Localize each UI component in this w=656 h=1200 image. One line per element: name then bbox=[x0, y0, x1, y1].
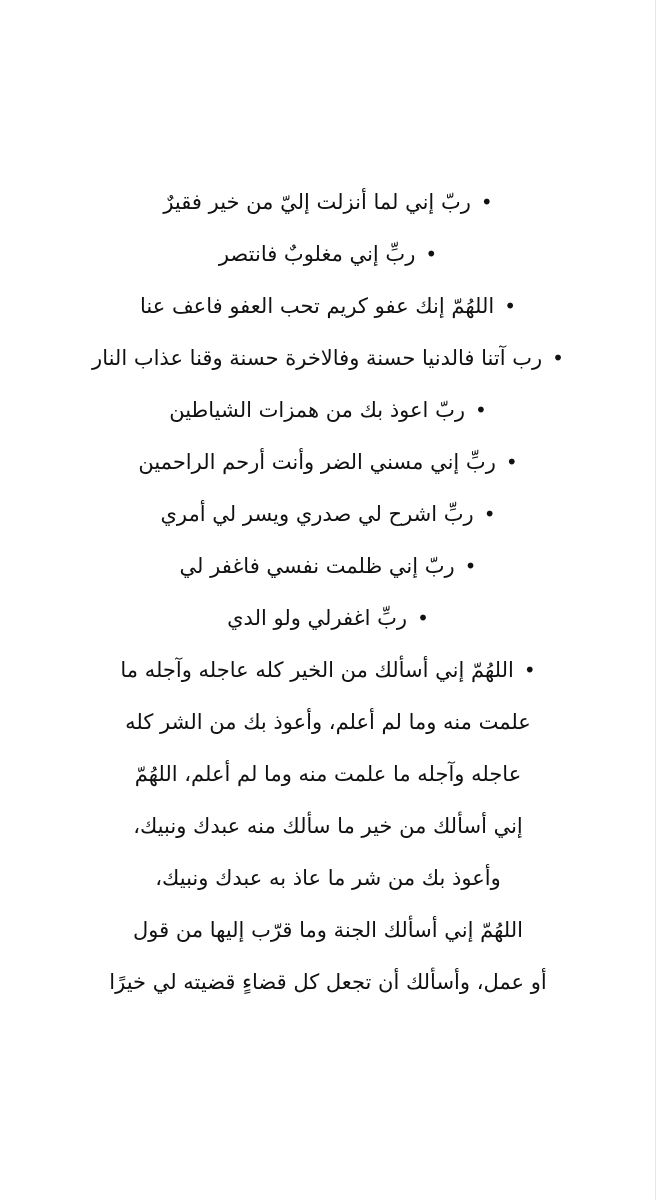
dua-item-8 bbox=[0, 540, 656, 592]
long-dua-line-7: أو عمل، وأسألك أن تجعل كل قضاءٍ قضيته لي خيرًا bbox=[109, 970, 547, 994]
bullet-icon: • bbox=[464, 554, 477, 578]
long-dua-line-1 bbox=[0, 644, 656, 696]
dua-list-container bbox=[0, 176, 656, 1008]
bullet-icon: • bbox=[480, 190, 493, 214]
long-dua-line-6: اللهُمّ إني أسألك الجنة وما قرّب إليها من قول bbox=[133, 918, 523, 942]
bullet-icon: • bbox=[504, 294, 516, 318]
dua-item-3 bbox=[0, 280, 656, 332]
bullet-icon: • bbox=[425, 242, 438, 266]
dua-item-7 bbox=[0, 488, 656, 540]
long-dua-text: اللهُمّ إني أسألك من الخير كله عاجله وآجله ما bbox=[120, 658, 514, 682]
dua-text: ربِّ إني مغلوبٌ فانتصر bbox=[218, 242, 416, 266]
dua-text: ربِّ إني مسني الضر وأنت أرحم الراحمين bbox=[138, 450, 496, 474]
long-dua-line-3: عاجله وآجله ما علمت منه وما لم أعلم، اللهُمّ bbox=[134, 762, 522, 786]
dua-text: ربّ اعوذ بك من همزات الشياطين bbox=[169, 398, 465, 422]
dua-text: رب آتنا فالدنيا حسنة وفالاخرة حسنة وقنا عذاب النار bbox=[92, 346, 543, 370]
dua-text: ربِّ اغفرلي ولو الدي bbox=[227, 606, 408, 630]
dua-text: ربّ إني لما أنزلت إليّ من خير فقيرٌ bbox=[163, 190, 471, 214]
bullet-icon: • bbox=[552, 346, 564, 370]
dua-item-2 bbox=[0, 228, 656, 280]
bullet-icon: • bbox=[474, 398, 487, 422]
dua-item-6 bbox=[0, 436, 656, 488]
bullet-icon: • bbox=[505, 450, 518, 474]
dua-item-1 bbox=[0, 176, 656, 228]
long-dua-line-5: وأعوذ بك من شر ما عاذ به عبدك ونبيك، bbox=[155, 866, 501, 890]
dua-item-9 bbox=[0, 592, 656, 644]
long-dua-line-2: علمت منه وما لم أعلم، وأعوذ بك من الشر كله bbox=[125, 710, 531, 734]
dua-item-5 bbox=[0, 384, 656, 436]
dua-list bbox=[0, 176, 656, 644]
long-dua-paragraph bbox=[0, 644, 656, 1008]
bullet-icon: • bbox=[523, 658, 536, 682]
dua-text: اللهُمّ إنك عفو كريم تحب العفو فاعف عنا bbox=[140, 294, 495, 318]
dua-text: ربّ إني ظلمت نفسي فاغفر لي bbox=[179, 554, 455, 578]
dua-item-4 bbox=[0, 332, 656, 384]
dua-text: ربِّ اشرح لي صدري ويسر لي أمري bbox=[160, 502, 474, 526]
long-dua-line-4: إني أسألك من خير ما سألك منه عبدك ونبيك، bbox=[133, 814, 523, 838]
bullet-icon: • bbox=[417, 606, 429, 630]
bullet-icon: • bbox=[483, 502, 496, 526]
